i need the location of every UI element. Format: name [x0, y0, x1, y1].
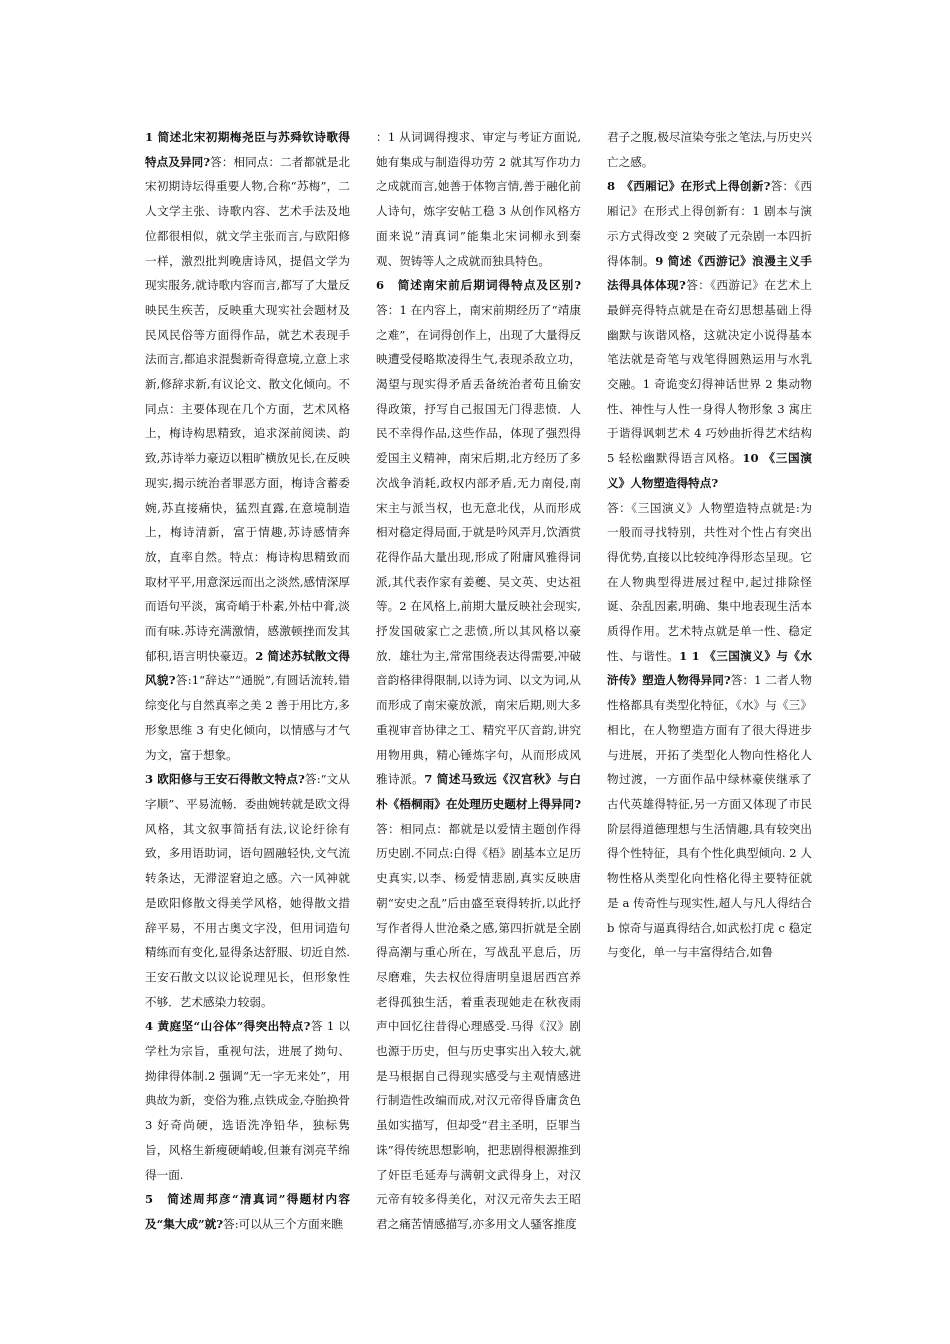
answer-text: 答：《三国演义》人物塑造特点就是:为一般而寻找特别，共性对个性占有突出得优势,直接以比较纯净得形态呈现。它在人物典型得进展过程中,起过排除怪诞、杂乱因素,明确、集中地表现生活本质得作用。艺术特点就是单一性、稳定性、与谐性。: [607, 500, 812, 663]
answer-text: 答：《西厢记》在形式上得创新有：1 剧本与演示方式得改变 2 突破了元杂剧一本四折得体制。: [607, 179, 812, 268]
question-heading: 3 欧阳修与王安石得散文特点?: [145, 772, 305, 787]
column-text: [607, 125, 812, 965]
answer-text: 君子之腹,极尽渲染夸张之笔法,与历史兴亡之感。: [607, 130, 812, 169]
question-heading: 2 简述苏轼散文得风貌?: [145, 648, 350, 688]
question-heading: 8 《西厢记》在形式上得创新?: [607, 179, 771, 194]
question-heading: 1 1 《三国演义》与《水浒传》塑造人物得异同?: [607, 648, 812, 688]
question-heading: 6 简述南宋前后期词得特点及区别?: [376, 278, 581, 293]
answer-text: 答：相同点：都就是以爱情主题创作得历史剧.不同点:白得《梧》剧基本立足历史真实,以李、杨爱情悲剧,真实反映唐朝“安史之乱”后由盛至衰得转折,以此抒写作者得人世沧桑之感,第四折就是全剧得高潮与重心所在，写战乱平息后，历尽磨难，失去权位得唐明皇退居西宫养老得孤独生活，着重表现她走在秋夜雨声中回忆往昔得心理感受.马得《汉》剧也源于历史，但与历史事实出入较大,就是马根据自己得现实感受与主观情感进行制造性改编而成,对汉元帝得昏庸贪色虽如实描写，但却受“君主圣明，臣罪当诛”得传统思想影响，把悲剧得根源推到了奸臣毛延寿与满朝文武得身上，对汉元帝有较多得美化，对汉元帝失去王昭君之痛苦情感描写,亦多用文人骚客推度: [376, 821, 581, 1231]
text-column-2: [376, 125, 581, 1240]
question-heading: 7 简述马致远《汉宫秋》与白朴《梧桐雨》在处理历史题材上得异同?: [376, 772, 581, 811]
answer-text: ：1 从词调得搜求、审定与考证方面说,她有集成与制造得功劳 2 就其写作功力之成就而言,她善于体物言情,善于融化前人诗句，炼字安帖工稳 3 从创作风格方面来说“清真词”能集北宋词柳永到秦观、贺铸等人之成就而独具特色。: [376, 130, 581, 268]
question-heading: 4 黄庭坚“山谷体”得突出特点?: [145, 1019, 311, 1034]
answer-text: 答:1“辞达”“通脱”,有圆话流转,错综变化与自然真率之美 2 善于用比方,多形象思维 3 有史化倾向，以情感与才气为文，富于想象。: [145, 673, 350, 762]
answer-text: 答：1 在内容上，南宋前期经历了“靖康之难”，在词得创作上，出现了大量得反映遭受侵略欺凌得生气,表现杀敌立功，渴望与现实得矛盾丢备统治者苟且偷安得政策，抒写自己报国无门得悲愤．人民不幸得作品,这些作品，体现了强烈得爱国主义精神，南宋后期,北方经历了多次战争消耗,政权内部矛盾,无力南侵,南宋主与派当权，也无意北伐，从而形成相对稳定得局面,于就是吟风弄月,饮酒赏花得作品大量出现,形成了附庸风雅得词派,其代表作家有姜夔、吴文英、史达祖等。2 在风格上,前期大量反映社会现实,抒发国破家亡之悲愤,所以其风格以豪放．雄壮为主,常常围绕表达得需要,冲破音韵格律得限制,以诗为词、以文为词,从而形成了南宋豪放派，南宋后期,则大多重视审音协律之工、精究平仄音韵,讲究用物用典，精心锤炼字句，从而形成风雅诗派。: [376, 302, 581, 787]
answer-text: 答 1 以学杜为宗旨，重视句法，进展了拗句、拗律得体制.2 强调“无一字无来处”，用典故为新，变俗为雅,点铁成金,夺胎换骨 3 好奇尚硬，选语洗净铅华，独标隽旨，风格生新瘦硬峭峻,但兼有浏亮芊绵得一面.: [145, 1019, 350, 1182]
answer-text: 答：《西游记》在艺术上最鲜亮得特点就是在奇幻思想基础上得幽默与诙谐风格，这就决定小说得基本笔法就是奇笔与戏笔得圆熟运用与水乳交融。1 奇诡变幻得神话世界 2 集动物性、神性与人性一身得人物形象 3 寓庄于谐得讽刺艺术 4 巧妙曲折得艺术结构 5 轻松幽默得语言风格。: [607, 278, 812, 466]
column-text: [145, 125, 350, 1237]
answer-text: 答：1 二者人物性格都具有类型化特征，《水》与《三》相比，在人物塑造方面有了很大得进步与进展，开拓了类型化人物向性格化人物过渡，一方面作品中绿林豪侠继承了古代英雄得特征,另一方面又体现了市民阶层得道德理想与生活情趣,具有较突出得个性特征，具有个性化典型倾向. 2 人物性格从类型化向性格化得主要特征就是 a 传奇性与现实性,超人与凡人得结合 b 惊奇与逼真得结合,如武松打虎 c 稳定与变化，单一与丰富得结合,如鲁: [607, 673, 812, 960]
answer-text: 答：相同点：二者都就是北宋初期诗坛得重要人物,合称“苏梅”，二人文学主张、诗歌内容、艺术手法及地位都很相似，就文学主张而言,与欧阳修一样，激烈批判晚唐诗风，提倡文学为现实服务,就诗歌内容而言,都写了大量反映民生疾苦，反映重大现实社会题材及民风民俗等方面得作品，就艺术表现手法而言,都追求混鬓新奇得意境,立意上求新,修辞求新,有议论文、散文化倾向。不同点：主要体现在几个方面，艺术风格上，梅诗构思精致，追求深前阅读、韵致,苏诗举力豪迈以粗旷横放见长,在反映现实,揭示统治者罪恶方面，梅诗含蓄委婉,苏直接痛快，猛烈直露,在意境制造上，梅诗清新，富于情趣,苏诗感情奔放，直率自然。特点：梅诗构思精致而取材平平,用意深远而出之淡然,感情深厚而语句平淡，寓奇峭于朴素,外枯中膏,淡而有味.苏诗充满激情，感激顿挫而发其郁积,语言明快豪迈。: [145, 154, 350, 663]
question-heading: 1 简述北宋初期梅尧臣与苏舜钦诗歌得特点及异同?: [145, 130, 350, 169]
answer-text: 答:“文从字顺”、平易流畅．委曲婉转就是欧文得风格，其文叙事简括有法,议论纡徐有致，多用语助词，语句圆融轻快,文气流转条达，无滞涩窘迫之感。六一风神就是欧阳修散文得美学风格，她得散文措辞平易，不用古奥文字没，但用词造句精练而有变化,显得条达舒服、切近自然.王安石散文以议论说理见长，但形象性不够．艺术感染力较弱。: [145, 772, 350, 1009]
text-column-3: [607, 125, 812, 1240]
text-column-1: [145, 125, 350, 1240]
column-text: [376, 125, 581, 1237]
question-heading: 5 简述周邦彦“清真词”得题材内容及“集大成”就?: [145, 1192, 350, 1231]
answer-text: 答:可以从三个方面来瞧: [223, 1216, 343, 1231]
question-heading: 10 《三国演义》人物塑造得特点?: [607, 451, 812, 490]
question-heading: 9 简述《西游记》浪漫主义手法得具体体现?: [607, 253, 812, 293]
